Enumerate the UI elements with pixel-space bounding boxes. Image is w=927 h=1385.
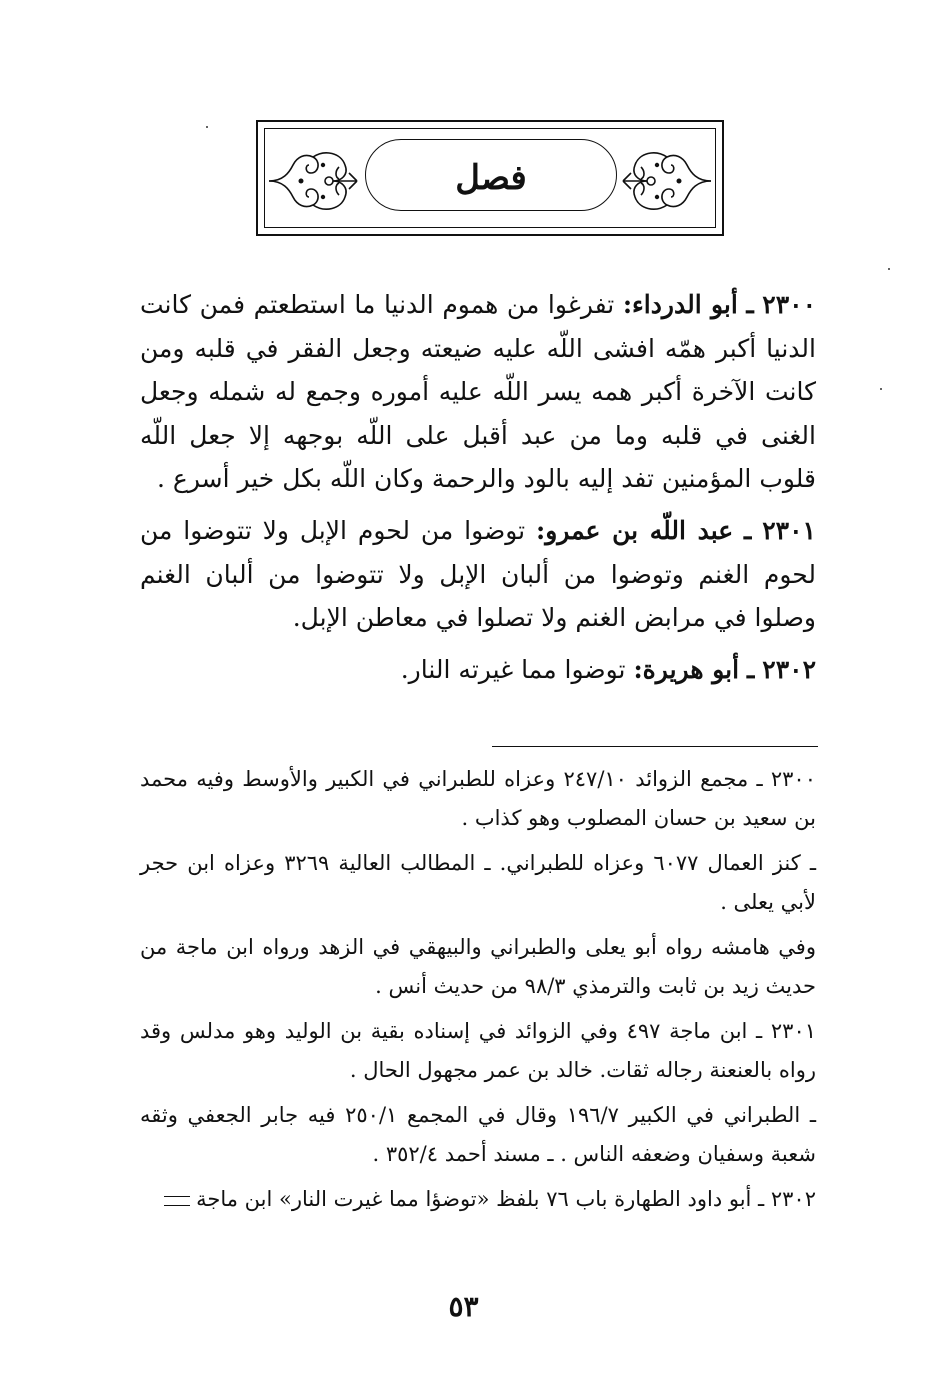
- hadith-number: ٢٣٠٠: [762, 290, 816, 319]
- footnote-text: ٢٣٠٢ ـ أبو داود الطهارة باب ٧٦ بلفظ «توضؤا مما غيرت النار» ابن ماجة: [196, 1187, 816, 1211]
- footnote: ـ الطبراني في الكبير ١٩٦/٧ وقال في المجمع ٢٥٠/١ فيه جابر الجعفي وثقه شعبة وسفيان وضعفه الناس . ـ مسند أحمد ٣٥٢/٤ .: [140, 1103, 816, 1166]
- dash: ـ: [746, 290, 754, 319]
- hadith-text: توضوا مما غيرته النار.: [400, 654, 626, 684]
- narrator: أبو الدرداء:: [622, 290, 738, 319]
- narrator: أبو هريرة:: [633, 654, 740, 684]
- narrator: عبد اللّه بن عمرو:: [536, 515, 734, 545]
- footnote: ٢٣٠١ ـ ابن ماجة ٤٩٧ وفي الزوائد في إسناده بقية بن الوليد وهو مدلس وقد رواه بالعنعنة رجاله ثقات. خالد بن عمر مجهول الحال .: [140, 1019, 817, 1082]
- dash: ـ: [747, 654, 755, 684]
- continuation-mark-icon: [164, 1196, 190, 1206]
- hadith-text: توضوا من لحوم الإبل ولا تتوضوا من لحوم الغنم وتوضوا من ألبان الإبل ولا تتوضوا من ألبان الغنم وصلوا في مرابض الغنم ولا تصلوا في معاطن الإبل.: [140, 515, 816, 633]
- page-number: ٥٣: [448, 1290, 479, 1323]
- hadith-text: تفرغوا من هموم الدنيا ما استطعتم فمن كانت الدنيا أكبر همّه افشى اللّه عليه ضيعته وجعل الفقر في قلبه ومن كانت الآخرة أكبر همه يسر اللّه عليه أموره وجمع له شمله وجعل الغنى في قلبه وما من عبد أقبل على اللّه بوجهه إلا جعل اللّه قلوب المؤمنين تفد إليه بالود والرحمة وكان اللّه بكل خير أسرع .: [140, 290, 816, 494]
- hadith-paragraph: [140, 283, 816, 501]
- footnotes: [140, 760, 816, 1219]
- footnote: ـ كنز العمال ٦٠٧٧ وعزاه للطبراني. ـ المطالب العالية ٣٢٦٩ وعزاه ابن حجر لأبي يعلى .: [140, 851, 816, 914]
- hadith-number: ٢٣٠٢: [762, 654, 816, 684]
- scan-speck: [206, 126, 208, 128]
- footnote-divider: [492, 746, 818, 747]
- scan-speck: [880, 388, 882, 390]
- footnote: وفي هامشه رواه أبو يعلى والطبراني والبيهقي في الزهد ورواه ابن ماجة من حديث زيد بن ثابت والترمذي ٩٨/٣ من حديث أنس .: [140, 935, 816, 998]
- dash: ـ: [744, 515, 752, 545]
- title-cartouche: [365, 139, 617, 211]
- hadith-paragraph: [140, 648, 816, 692]
- section-header-frame: [256, 120, 724, 236]
- main-text: [140, 283, 816, 699]
- footnote-continued: [140, 1180, 816, 1219]
- hadith-number: ٢٣٠١: [762, 515, 816, 545]
- scan-speck: [888, 268, 890, 270]
- arabesque-ornament-icon: [267, 143, 363, 219]
- arabesque-ornament-icon: [617, 143, 713, 219]
- section-title: فصل: [455, 158, 527, 198]
- hadith-paragraph: [140, 509, 816, 640]
- footnote: ٢٣٠٠ ـ مجمع الزوائد ٢٤٧/١٠ وعزاه للطبراني في الكبير والأوسط وفيه محمد بن سعيد بن حسان المصلوب وهو كذاب .: [140, 767, 816, 830]
- header-inner-border: [264, 128, 716, 228]
